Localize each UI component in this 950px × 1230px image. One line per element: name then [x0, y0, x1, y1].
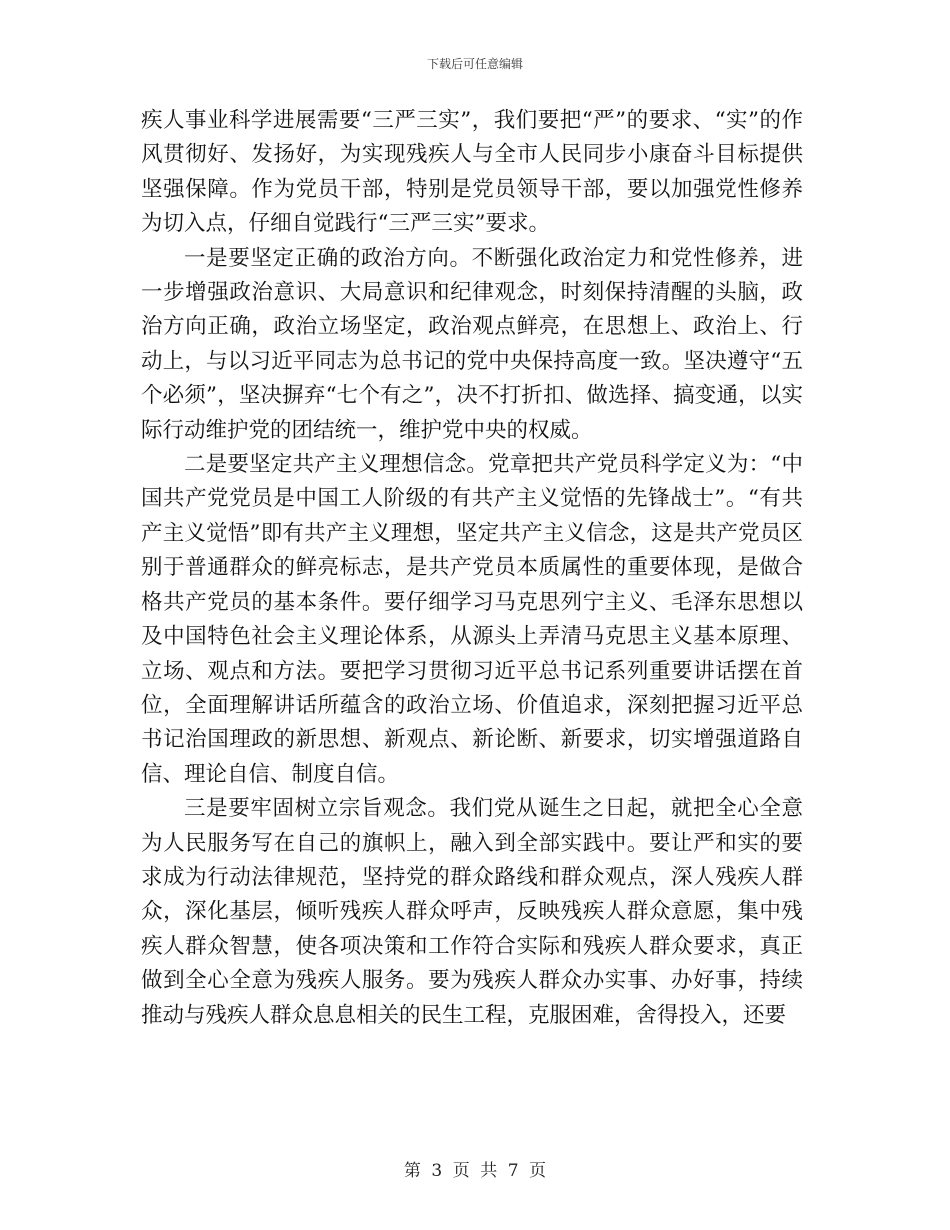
document-body [141, 104, 803, 1033]
paragraph-service-purpose: 三是要牢固树立宗旨观念。我们党从诞生之日起，就把全心全意为人民服务写在自己的旗帜上，融入到全部实践中。要让严和实的要求成为行动法律规范，坚持党的群众路线和群众观点，深人残疾人群众，深化基层，倾听残疾人群众呼声，反映残疾人群众意愿，集中残疾人群众智慧，使各项决策和工作符合实际和残疾人群众要求，真正做到全心全意为残疾人服务。要为残疾人群众办实事、办好事，持续推动与残疾人群众息息相关的民生工程，克服困难，舍得投入，还要 [141, 796, 803, 1028]
page-number-footer: 第 3 页 共 7 页 [403, 1161, 547, 1181]
paragraph-political-direction: 一是要坚定正确的政治方向。不断强化政治定力和党性修养，进一步增强政治意识、大局意识和纪律观念，时刻保持清醒的头脑，政治方向正确，政治立场坚定，政治观点鲜亮，在思想上、政治上、行动上，与以习近平同志为总书记的党中央保持高度一致。坚决遵守“五个必须”，坚决摒弃“七个有之”，决不打折扣、做选择、搞变通，以实际行动维护党的团结统一，维护党中央的权威。 [141, 245, 803, 443]
paragraph-communist-ideals: 二是要坚定共产主义理想信念。党章把共产党员科学定义为：“中国共产党党员是中国工人阶级的有共产主义觉悟的先锋战士”。“有共产主义觉悟”即有共产主义理想，坚定共产主义信念，这是共产党员区别于普通群众的鲜亮标志，是共产党员本质属性的重要体现，是做合格共产党员的基本条件。要仔细学习马克思列宁主义、毛泽东思想以及中国特色社会主义理论体系，从源头上弄清马克思主义基本原理、立场、观点和方法。要把学习贯彻习近平总书记系列重要讲话摆在首位，全面理解讲话所蕴含的政治立场、价值追求，深刻把握习近平总书记治国理政的新思想、新观点、新论断、新要求，切实增强道路自信、理论自信、制度自信。 [141, 452, 803, 787]
page-header-note: 下载后可任意编辑 [426, 57, 523, 71]
paragraph-continuation: 疾人事业科学进展需要“三严三实”，我们要把“严”的要求、“实”的作风贯彻好、发扬好，为实现残疾人与全市人民同步小康奋斗目标提供坚强保障。作为党员干部，特别是党员领导干部，要以加强党性修养为切入点，仔细自觉践行“三严三实”要求。 [141, 108, 803, 237]
